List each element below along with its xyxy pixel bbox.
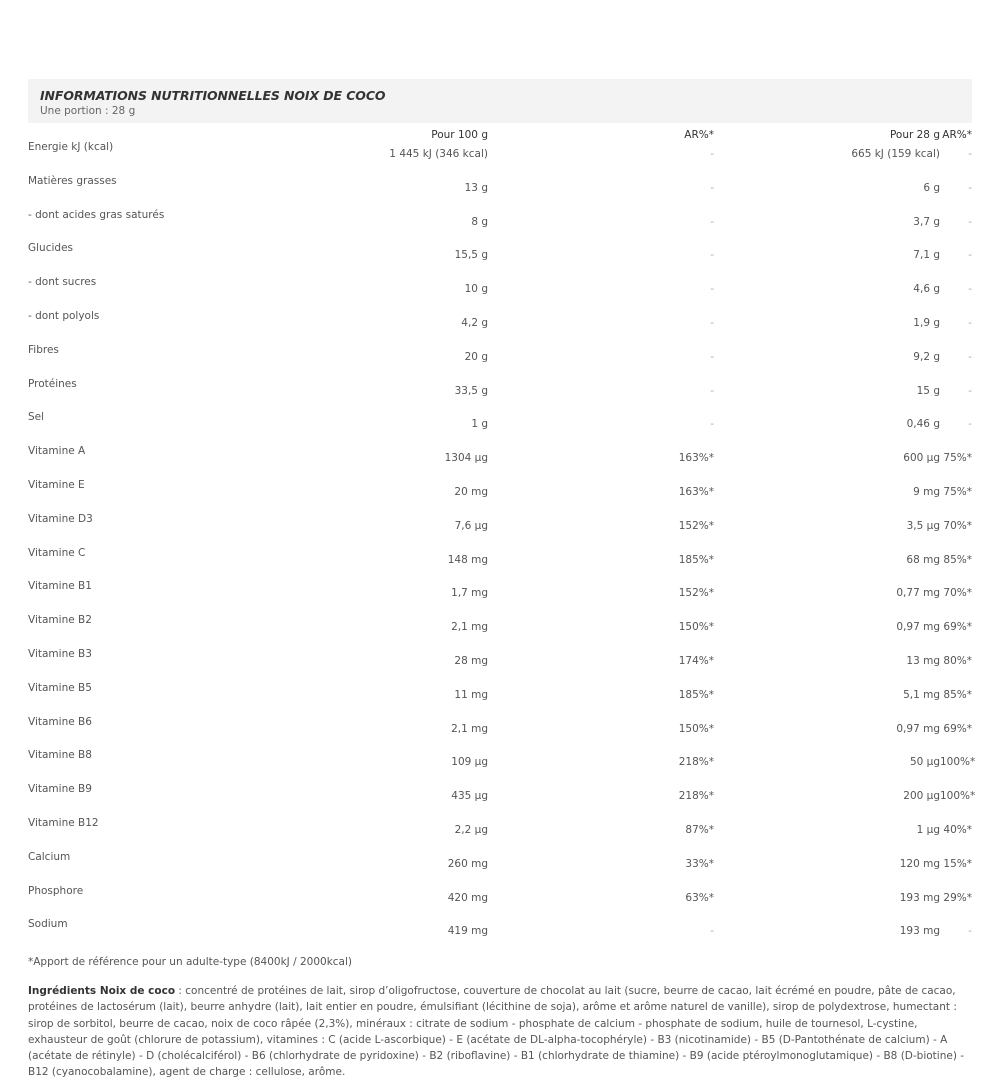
nutrient-name: Vitamine B12	[28, 816, 99, 829]
value-per-100g: 2,2 µg	[454, 823, 488, 836]
header-nutrient	[28, 123, 328, 141]
ar-per-100g: 163%*	[678, 452, 714, 465]
nutrient-name: - dont acides gras saturés	[28, 208, 165, 221]
ar-per-28g: 15%*	[943, 857, 972, 870]
nutrition-panel	[28, 79, 976, 1080]
value-per-28g: 7,1 g	[913, 249, 940, 262]
nutrient-name: Vitamine B1	[28, 580, 92, 593]
table-row	[28, 547, 972, 581]
ar-per-28g: 80%*	[943, 654, 972, 667]
table-row	[28, 276, 972, 310]
value-per-100g: 2,1 mg	[451, 722, 488, 735]
ar-per-100g: -	[710, 148, 714, 160]
ar-per-28g: -	[968, 316, 972, 329]
nutrition-table	[28, 123, 976, 952]
ar-per-100g: 152%*	[678, 587, 714, 600]
ar-per-28g: 85%*	[943, 553, 972, 566]
ar-per-100g: 185%*	[678, 553, 714, 566]
ingredients-paragraph	[28, 983, 972, 1080]
ar-per-100g: -	[710, 249, 714, 262]
value-per-100g: 28 mg	[454, 654, 488, 667]
ar-per-100g: 150%*	[678, 722, 714, 735]
nutrient-name: Calcium	[28, 850, 71, 863]
value-per-28g: 0,97 mg	[896, 621, 940, 634]
ar-per-100g: -	[710, 384, 714, 397]
ar-per-100g: 185%*	[678, 688, 714, 701]
value-per-28g: 5,1 mg	[903, 688, 940, 701]
nutrient-name: - dont polyols	[28, 309, 100, 322]
nutrition-header	[28, 79, 972, 123]
table-row	[28, 175, 972, 209]
value-per-100g: 1304 µg	[444, 452, 488, 465]
ar-per-100g: -	[710, 316, 714, 329]
value-per-100g: 33,5 g	[454, 384, 488, 397]
value-per-100g: 7,6 µg	[454, 519, 488, 532]
nutrient-name: Energie kJ (kcal)	[28, 141, 114, 153]
value-per-100g: 4,2 g	[461, 316, 488, 329]
table-row	[28, 614, 972, 648]
nutrient-name: Vitamine E	[28, 478, 85, 491]
nutrient-name: Fibres	[28, 343, 59, 356]
nutrient-name: Vitamine B6	[28, 715, 92, 728]
value-per-28g: 9,2 g	[913, 350, 940, 363]
value-per-28g: 6 g	[923, 181, 940, 194]
ar-per-100g: 152%*	[678, 519, 714, 532]
ar-per-28g: 75%*	[943, 485, 972, 498]
value-per-28g: 4,6 g	[913, 283, 940, 296]
nutrient-name: Vitamine D3	[28, 512, 93, 525]
nutrient-name: Vitamine B9	[28, 783, 92, 796]
table-row	[28, 749, 972, 783]
table-header-row	[28, 123, 972, 141]
value-per-100g: 1 g	[471, 418, 488, 431]
nutrient-name: Glucides	[28, 242, 73, 255]
nutrient-name: Matières grasses	[28, 174, 117, 187]
value-per-28g: 0,97 mg	[896, 722, 940, 735]
nutrient-name: Phosphore	[28, 884, 84, 897]
nutrition-rows	[28, 141, 976, 952]
ar-per-100g: 174%*	[678, 654, 714, 667]
value-per-28g: 68 mg	[906, 553, 940, 566]
value-per-28g: 200 µg	[903, 790, 940, 803]
ar-per-100g: 63%*	[685, 891, 714, 904]
ar-per-28g: 75%*	[943, 452, 972, 465]
ar-per-28g: -	[968, 215, 972, 228]
ar-per-100g: 218%*	[678, 756, 714, 769]
value-per-28g: 15 g	[916, 384, 940, 397]
value-per-100g: 15,5 g	[454, 249, 488, 262]
nutrient-name: Vitamine B5	[28, 681, 92, 694]
value-per-100g: 20 mg	[454, 485, 488, 498]
table-row	[28, 513, 972, 547]
table-row	[28, 918, 972, 952]
ar-per-100g: -	[710, 350, 714, 363]
ar-per-100g: -	[710, 215, 714, 228]
ar-per-100g: 150%*	[678, 621, 714, 634]
ar-per-28g: -	[968, 350, 972, 363]
value-per-28g: 50 µg	[909, 756, 940, 769]
nutrient-name: Vitamine C	[28, 546, 86, 559]
value-per-100g: 419 mg	[447, 925, 488, 938]
header-per-28g: Pour 28 g	[889, 129, 940, 141]
table-row	[28, 141, 972, 175]
ar-per-100g: 163%*	[678, 485, 714, 498]
value-per-28g: 193 mg	[899, 891, 940, 904]
header-per-100g: Pour 100 g	[431, 129, 488, 141]
value-per-100g: 2,1 mg	[451, 621, 488, 634]
ar-per-100g: -	[710, 283, 714, 296]
portion-size: Une portion : 28 g	[40, 105, 136, 117]
table-row	[28, 344, 972, 378]
value-per-100g: 10 g	[464, 283, 488, 296]
value-per-28g: 9 mg	[913, 485, 940, 498]
table-row	[28, 580, 972, 614]
value-per-28g: 1,9 g	[913, 316, 940, 329]
table-row	[28, 310, 972, 344]
value-per-28g: 120 mg	[899, 857, 940, 870]
nutrition-title: INFORMATIONS NUTRITIONNELLES NOIX DE COCO	[40, 88, 386, 103]
ar-per-28g: 70%*	[943, 587, 972, 600]
nutrient-name: Sodium	[28, 918, 68, 931]
value-per-100g: 260 mg	[447, 857, 488, 870]
value-per-28g: 0,77 mg	[896, 587, 940, 600]
nutrient-name: Vitamine B8	[28, 749, 92, 762]
value-per-28g: 600 µg	[903, 452, 940, 465]
value-per-28g: 13 mg	[906, 654, 940, 667]
table-row	[28, 682, 972, 716]
ar-per-28g: 100%*	[940, 756, 976, 769]
value-per-28g: 3,5 µg	[906, 519, 940, 532]
nutrient-name: Vitamine B2	[28, 614, 92, 627]
reference-footnote: *Apport de référence pour un adulte-type (8400kJ / 2000kcal)	[28, 956, 353, 969]
table-row	[28, 851, 972, 885]
ingredients-label: Ingrédients Noix de coco	[28, 985, 176, 998]
ar-per-28g: -	[968, 384, 972, 397]
value-per-28g: 665 kJ (159 kcal)	[851, 148, 940, 160]
ar-per-28g: 29%*	[943, 891, 972, 904]
ar-per-28g: -	[968, 181, 972, 194]
value-per-100g: 148 mg	[447, 553, 488, 566]
table-row	[28, 783, 972, 817]
table-row	[28, 445, 972, 479]
ar-per-100g: 33%*	[685, 857, 714, 870]
nutrient-name: Vitamine B3	[28, 647, 92, 660]
value-per-28g: 3,7 g	[913, 215, 940, 228]
header-ar-100g: AR%*	[684, 129, 714, 141]
ingredients-text: : concentré de protéines de lait, sirop d’oligofructose, couverture de chocolat au lait (sucre, beurre de cacao, lait écrémé en poudre, pâte de cacao, protéines de lactosérum (lait), beurre anhydre (lait), lait entier en poudre, émulsifiant (lécithine de soja), arôme et arôme naturel de vanille), sirop de polydextrose, humectant : sirop de sorbitol, beurre de cacao, noix de coco râpée (2,3%), minéraux : citrate de sodium - phosphate de calcium - phosphate de sodium, huile de tournesol, L-cystine, exhausteur de goût (chlorure de potassium), vitamines : C (acide L-ascorbique) - E (acétate de DL-alpha-tocophéryle) - B3 (nicotinamide) - B5 (D-Pantothénate de calcium) - A (acétate de rétinyle) - D (cholécalciférol) - B6 (chlorhydrate de pyridoxine) - B2 (riboflavine) - B1 (chlorhydrate de thiamine) - B9 (acide ptéroylmonoglutamique) - B8 (D-biotine) - B12 (cyanocobalamine), agent de charge : cellulose, arôme.	[28, 985, 965, 1079]
table-row	[28, 411, 972, 445]
table-row	[28, 242, 972, 276]
value-per-100g: 420 mg	[447, 891, 488, 904]
ar-per-28g: -	[968, 283, 972, 296]
value-per-100g: 435 µg	[451, 790, 488, 803]
table-row	[28, 885, 972, 919]
nutrient-name: Vitamine A	[28, 445, 86, 458]
table-row	[28, 716, 972, 750]
ar-per-28g: 70%*	[943, 519, 972, 532]
ar-per-28g: 85%*	[943, 688, 972, 701]
table-row	[28, 817, 972, 851]
table-row	[28, 378, 972, 412]
ar-per-28g: -	[968, 925, 972, 938]
ar-per-28g: -	[968, 418, 972, 431]
ar-per-28g: -	[968, 148, 972, 160]
value-per-28g: 193 mg	[899, 925, 940, 938]
nutrient-name: - dont sucres	[28, 276, 97, 289]
ar-per-28g: 69%*	[943, 621, 972, 634]
value-per-28g: 0,46 g	[906, 418, 940, 431]
ar-per-100g: 87%*	[685, 823, 714, 836]
nutrient-name: Protéines	[28, 377, 77, 390]
ar-per-100g: -	[710, 181, 714, 194]
value-per-100g: 1,7 mg	[451, 587, 488, 600]
header-ar-28g: AR%*	[942, 129, 972, 141]
value-per-100g: 20 g	[464, 350, 488, 363]
value-per-100g: 8 g	[471, 215, 488, 228]
value-per-100g: 109 µg	[451, 756, 488, 769]
ar-per-28g: -	[968, 249, 972, 262]
ar-per-100g: -	[710, 925, 714, 938]
value-per-100g: 1 445 kJ (346 kcal)	[389, 148, 488, 160]
ar-per-28g: 40%*	[943, 823, 972, 836]
ar-per-28g: 69%*	[943, 722, 972, 735]
ar-per-100g: -	[710, 418, 714, 431]
value-per-100g: 13 g	[464, 181, 488, 194]
value-per-28g: 1 µg	[916, 823, 940, 836]
ar-per-28g: 100%*	[940, 790, 976, 803]
ar-per-100g: 218%*	[678, 790, 714, 803]
table-row	[28, 479, 972, 513]
nutrient-name: Sel	[28, 411, 45, 424]
table-row	[28, 648, 972, 682]
value-per-100g: 11 mg	[454, 688, 488, 701]
table-row	[28, 209, 972, 243]
